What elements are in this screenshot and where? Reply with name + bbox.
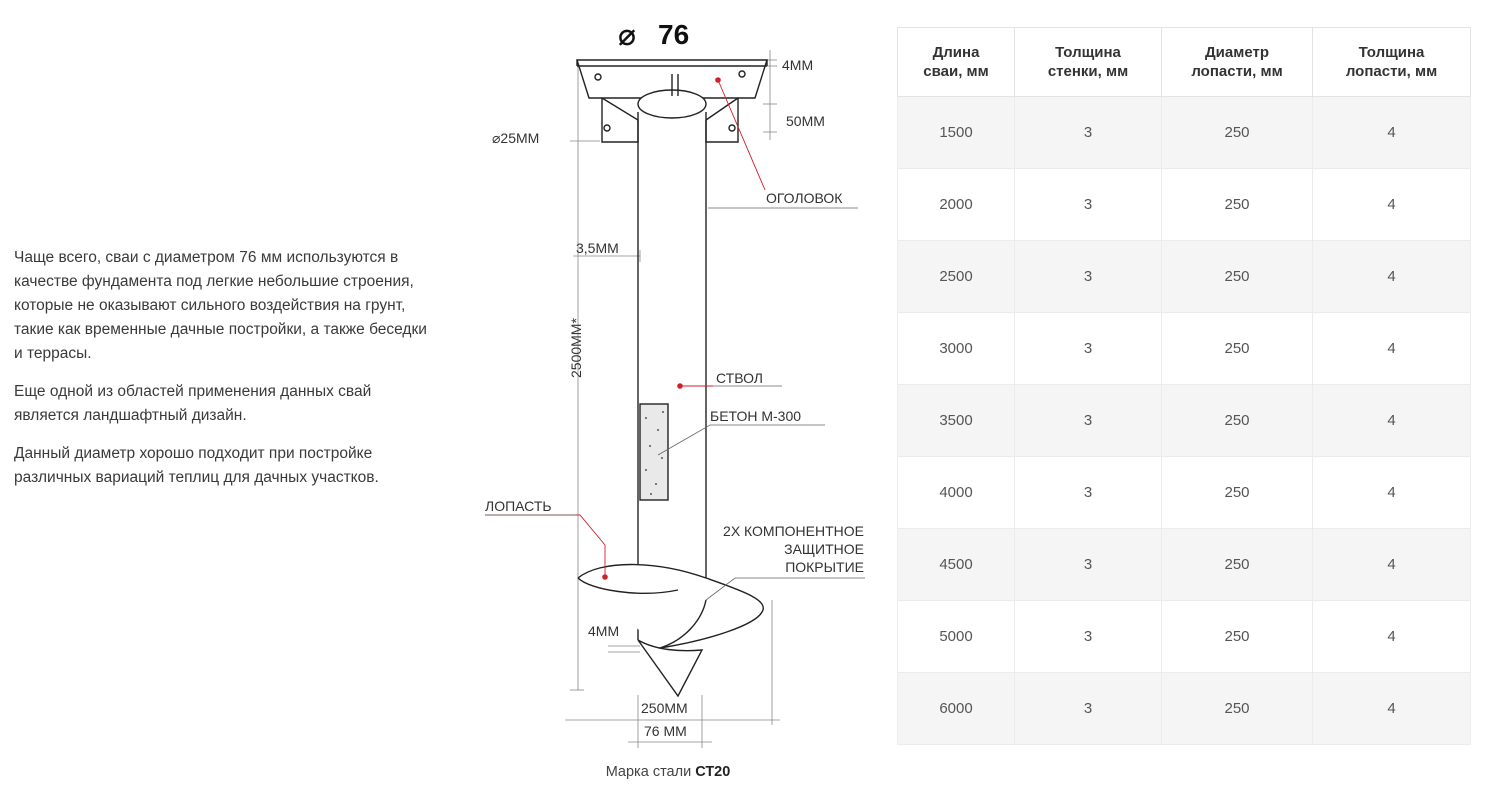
header-line: Длина xyxy=(932,44,980,61)
header-pile-length xyxy=(898,28,1015,97)
cell-wall: 3 xyxy=(1015,529,1162,601)
table-row xyxy=(898,457,1471,529)
cell-wall: 3 xyxy=(1015,385,1162,457)
plate-hole xyxy=(729,125,735,131)
marker-dot xyxy=(602,574,608,580)
head-bracket-right xyxy=(706,98,738,142)
label-head: ОГОЛОВОК xyxy=(766,190,843,206)
marker-dot xyxy=(715,77,721,83)
label-250mm: 250ММ xyxy=(641,700,688,716)
cell-wall: 3 xyxy=(1015,457,1162,529)
cell-wall: 3 xyxy=(1015,241,1162,313)
cell-wall: 3 xyxy=(1015,169,1162,241)
header-line: стенки, мм xyxy=(1047,63,1129,80)
cell-blade-thickness: 4 xyxy=(1313,673,1471,745)
marker-dot xyxy=(677,383,683,389)
table-row xyxy=(898,169,1471,241)
intro-paragraph-3: Данный диаметр хорошо подходит при постройке различных вариаций теплиц для дачных участков. xyxy=(14,445,379,486)
label-4mm-blade: 4ММ xyxy=(588,623,620,639)
leader-concrete xyxy=(658,425,825,455)
cell-blade-diameter: 250 xyxy=(1162,457,1313,529)
header-wall-thickness xyxy=(1015,28,1162,97)
header-line: лопасти, мм xyxy=(1345,63,1438,80)
cell-blade-diameter: 250 xyxy=(1162,313,1313,385)
spec-table xyxy=(897,27,1471,745)
header-line: сваи, мм xyxy=(923,63,989,80)
cell-wall: 3 xyxy=(1015,673,1162,745)
cell-length: 3500 xyxy=(898,385,1015,457)
header-line: Толщина xyxy=(1358,44,1425,61)
table-row xyxy=(898,241,1471,313)
cell-blade-thickness: 4 xyxy=(1313,529,1471,601)
diameter-value: 76 xyxy=(658,19,690,50)
head-bracket-left xyxy=(602,98,638,142)
pile-drawing xyxy=(480,0,890,760)
table-row xyxy=(898,313,1471,385)
cell-wall: 3 xyxy=(1015,601,1162,673)
caption-grade: СТ20 xyxy=(695,764,731,780)
header-line: Диаметр xyxy=(1205,44,1269,61)
cell-wall: 3 xyxy=(1015,97,1162,169)
intro-paragraph-1: Чаще всего, сваи с диаметром 76 мм используются в качестве фундамента под легкие небольшие строения, которые не оказывают сильного воздействия на грунт, такие как временные дачные постройки, а также беседки и террасы. xyxy=(14,249,427,362)
cell-blade-diameter: 250 xyxy=(1162,673,1313,745)
leader-blade xyxy=(485,515,605,577)
label-50mm: 50ММ xyxy=(786,113,825,129)
cell-length: 1500 xyxy=(898,97,1015,169)
cell-wall: 3 xyxy=(1015,313,1162,385)
pile-tip xyxy=(638,640,702,696)
header-blade-diameter xyxy=(1162,28,1313,97)
cell-blade-diameter: 250 xyxy=(1162,601,1313,673)
cell-length: 3000 xyxy=(898,313,1015,385)
label-76mm: 76 ММ xyxy=(644,723,687,739)
cell-blade-thickness: 4 xyxy=(1313,169,1471,241)
diameter-symbol: ⌀ xyxy=(618,19,637,52)
header-line: лопасти, мм xyxy=(1191,63,1283,80)
header-blade-thickness xyxy=(1313,28,1471,97)
cell-length: 4000 xyxy=(898,457,1015,529)
cell-blade-thickness: 4 xyxy=(1313,385,1471,457)
label-concrete: БЕТОН М-300 xyxy=(710,408,802,424)
cell-blade-diameter: 250 xyxy=(1162,241,1313,313)
head-rib xyxy=(602,98,638,120)
cell-blade-thickness: 4 xyxy=(1313,601,1471,673)
cell-blade-thickness: 4 xyxy=(1313,457,1471,529)
table-row xyxy=(898,529,1471,601)
table-row xyxy=(898,385,1471,457)
label-2500mm: 2500ММ* xyxy=(568,318,584,378)
cell-length: 5000 xyxy=(898,601,1015,673)
header-line: Толщина xyxy=(1055,44,1121,61)
intro-text xyxy=(14,246,434,500)
cell-blade-thickness: 4 xyxy=(1313,241,1471,313)
cell-blade-diameter: 250 xyxy=(1162,169,1313,241)
cell-length: 6000 xyxy=(898,673,1015,745)
label-shaft: СТВОЛ xyxy=(716,370,763,386)
label-35mm: 3,5ММ xyxy=(576,240,619,256)
table-row xyxy=(898,601,1471,673)
label-4mm-top: 4ММ xyxy=(782,57,814,73)
label-25mm: ⌀25ММ xyxy=(492,130,540,146)
caption-prefix: Марка стали xyxy=(605,764,692,780)
steel-grade-caption xyxy=(480,764,856,780)
label-coating-2: ЗАЩИТНОЕ xyxy=(784,541,864,557)
cell-blade-diameter: 250 xyxy=(1162,385,1313,457)
cell-blade-diameter: 250 xyxy=(1162,529,1313,601)
table-header-row xyxy=(898,28,1471,97)
cell-blade-thickness: 4 xyxy=(1313,313,1471,385)
label-coating-3: ПОКРЫТИЕ xyxy=(785,559,864,575)
label-coating-1: 2Х КОМПОНЕНТНОЕ xyxy=(723,523,864,539)
plate-hole xyxy=(604,125,610,131)
cell-blade-diameter: 250 xyxy=(1162,97,1313,169)
label-blade: ЛОПАСТЬ xyxy=(485,498,552,514)
pile-diagram xyxy=(480,0,890,760)
intro-paragraph-2: Еще одной из областей применения данных свай является ландшафтный дизайн. xyxy=(14,383,372,424)
cell-length: 2000 xyxy=(898,169,1015,241)
table-row xyxy=(898,97,1471,169)
cell-blade-thickness: 4 xyxy=(1313,97,1471,169)
cell-length: 4500 xyxy=(898,529,1015,601)
cell-length: 2500 xyxy=(898,241,1015,313)
table-row xyxy=(898,673,1471,745)
